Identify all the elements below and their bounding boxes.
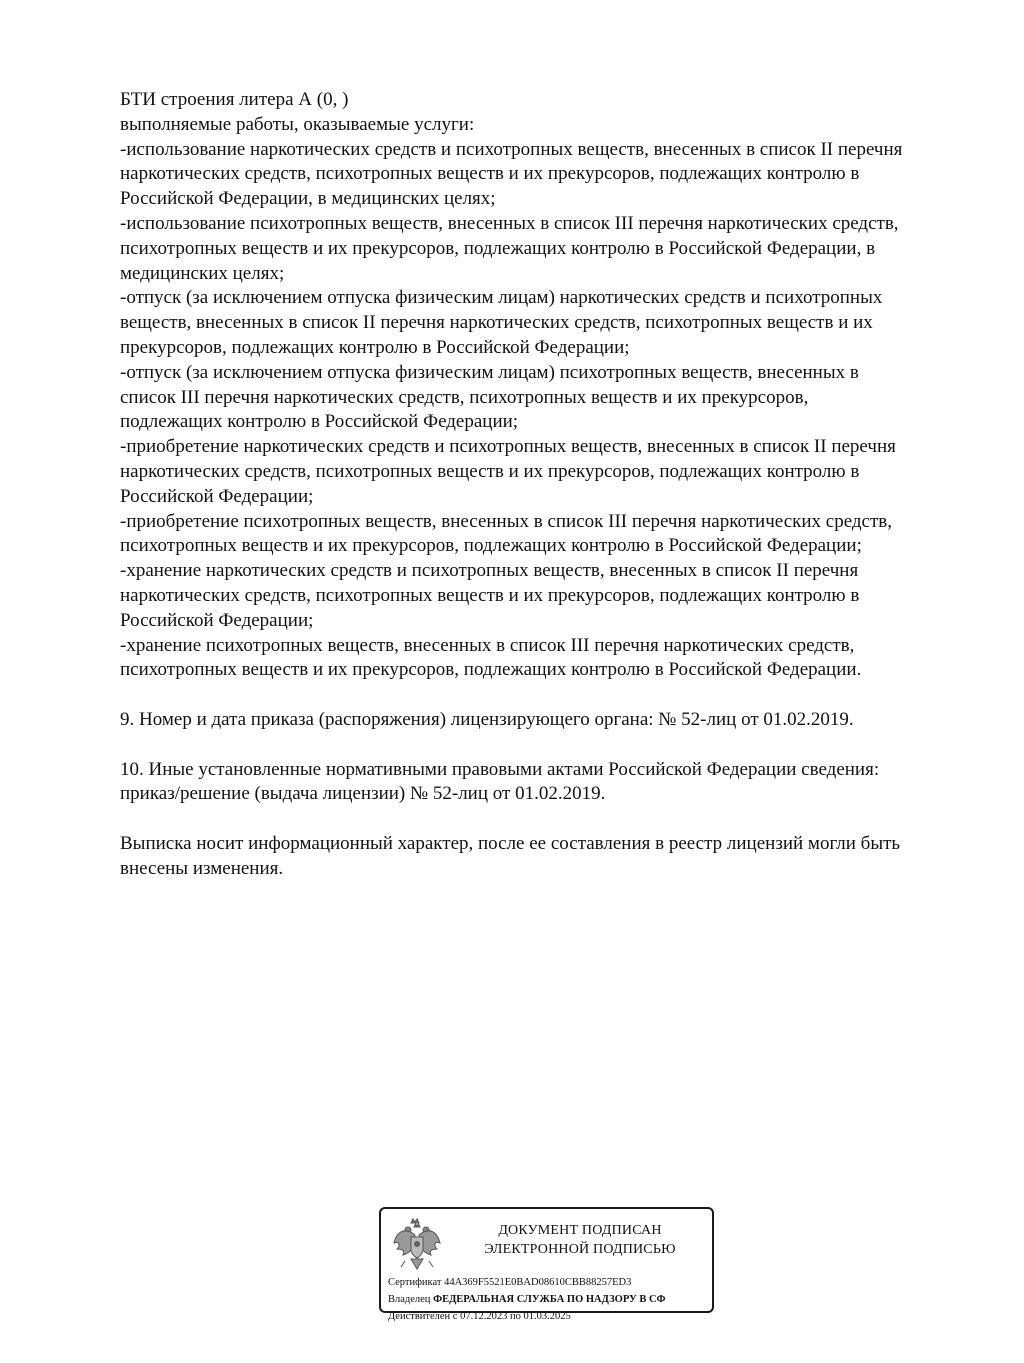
item-10-line: 10. Иные установленные нормативными правовыми актами Российской Федерации сведения: [120, 758, 880, 780]
text-line: -отпуск (за исключением отпуска физическим лицам) наркотических средств и психотропных [120, 287, 883, 309]
validity-row: Действителен с 07.12.2023 по 01.03.2025 [388, 1311, 571, 1322]
text-line: медицинских целях; [120, 262, 285, 284]
text-line: БТИ строения литера А (0, ) [120, 89, 349, 110]
text-line: Российской Федерации, в медицинских целях; [120, 188, 496, 210]
paragraph-gap [120, 733, 980, 758]
paragraph-gap [120, 683, 980, 708]
text-line: наркотических средств, психотропных веществ и их прекурсоров, подлежащих контролю в [120, 460, 860, 482]
item-10-line: приказ/решение (выдача лицензии) № 52-лиц от 01.02.2019. [120, 783, 606, 805]
stamp-title [455, 1221, 705, 1259]
text-line: -приобретение психотропных веществ, внесенных в список III перечня наркотических средств, [120, 510, 893, 532]
text-line: список III перечня наркотических средств, психотропных веществ и их прекурсоров, [120, 386, 809, 408]
note-line: Выписка носит информационный характер, после ее составления в реестр лицензий могли быть [120, 832, 901, 854]
stamp-title-line: ДОКУМЕНТ ПОДПИСАН [498, 1223, 662, 1238]
text-line: психотропных веществ и их прекурсоров, подлежащих контролю в Российской Федерации; [120, 535, 862, 557]
text-line: подлежащих контролю в Российской Федерации; [120, 411, 519, 433]
text-line: -хранение психотропных веществ, внесенных в список III перечня наркотических средств, [120, 634, 855, 656]
text-line: наркотических средств, психотропных веществ и их прекурсоров, подлежащих контролю в [120, 584, 860, 606]
text-line: психотропных веществ и их прекурсоров, подлежащих контролю в Российской Федерации, в [120, 237, 876, 259]
text-line: -хранение наркотических средств и психотропных веществ, внесенных в список II перечня [120, 560, 859, 582]
text-line: психотропных веществ и их прекурсоров, подлежащих контролю в Российской Федерации. [120, 659, 862, 681]
item-9: 9. Номер и дата приказа (распоряжения) лицензирующего органа: № 52-лиц от 01.02.2019. [120, 708, 854, 730]
coat-of-arms-icon [391, 1217, 443, 1273]
text-line: веществ, внесенных в список II перечня наркотических средств, психотропных веществ и их [120, 312, 873, 334]
paragraph-gap [120, 807, 980, 832]
text-line: наркотических средств, психотропных веществ и их прекурсоров, подлежащих контролю в [120, 163, 860, 185]
owner-row [388, 1293, 666, 1306]
note-line: внесены изменения. [120, 857, 284, 879]
document-body [120, 88, 980, 882]
text-line: прекурсоров, подлежащих контролю в Российской Федерации; [120, 336, 630, 358]
owner-value: ФЕДЕРАЛЬНАЯ СЛУЖБА ПО НАДЗОРУ В СФ [433, 1294, 666, 1305]
owner-label: Владелец [388, 1294, 431, 1305]
text-line: -отпуск (за исключением отпуска физическим лицам) психотропных веществ, внесенных в [120, 361, 859, 383]
stamp-title-line: ЭЛЕКТРОННОЙ ПОДПИСЬЮ [484, 1242, 676, 1257]
electronic-signature-stamp [379, 1207, 714, 1322]
text-line: -использование психотропных веществ, внесенных в список III перечня наркотических средств, [120, 212, 899, 234]
certificate-value: 44A369F5521E0BAD08610CBB88257ED3 [444, 1277, 632, 1288]
text-line: -приобретение наркотических средств и психотропных веществ, внесенных в список II перечня [120, 436, 896, 458]
text-line: Российской Федерации; [120, 485, 314, 507]
text-line: Российской Федерации; [120, 609, 314, 631]
text-line: выполняемые работы, оказываемые услуги: [120, 113, 475, 135]
text-line: -использование наркотических средств и психотропных веществ, внесенных в список II перечня [120, 138, 903, 160]
certificate-row [388, 1276, 631, 1289]
certificate-label: Сертификат [388, 1277, 442, 1288]
